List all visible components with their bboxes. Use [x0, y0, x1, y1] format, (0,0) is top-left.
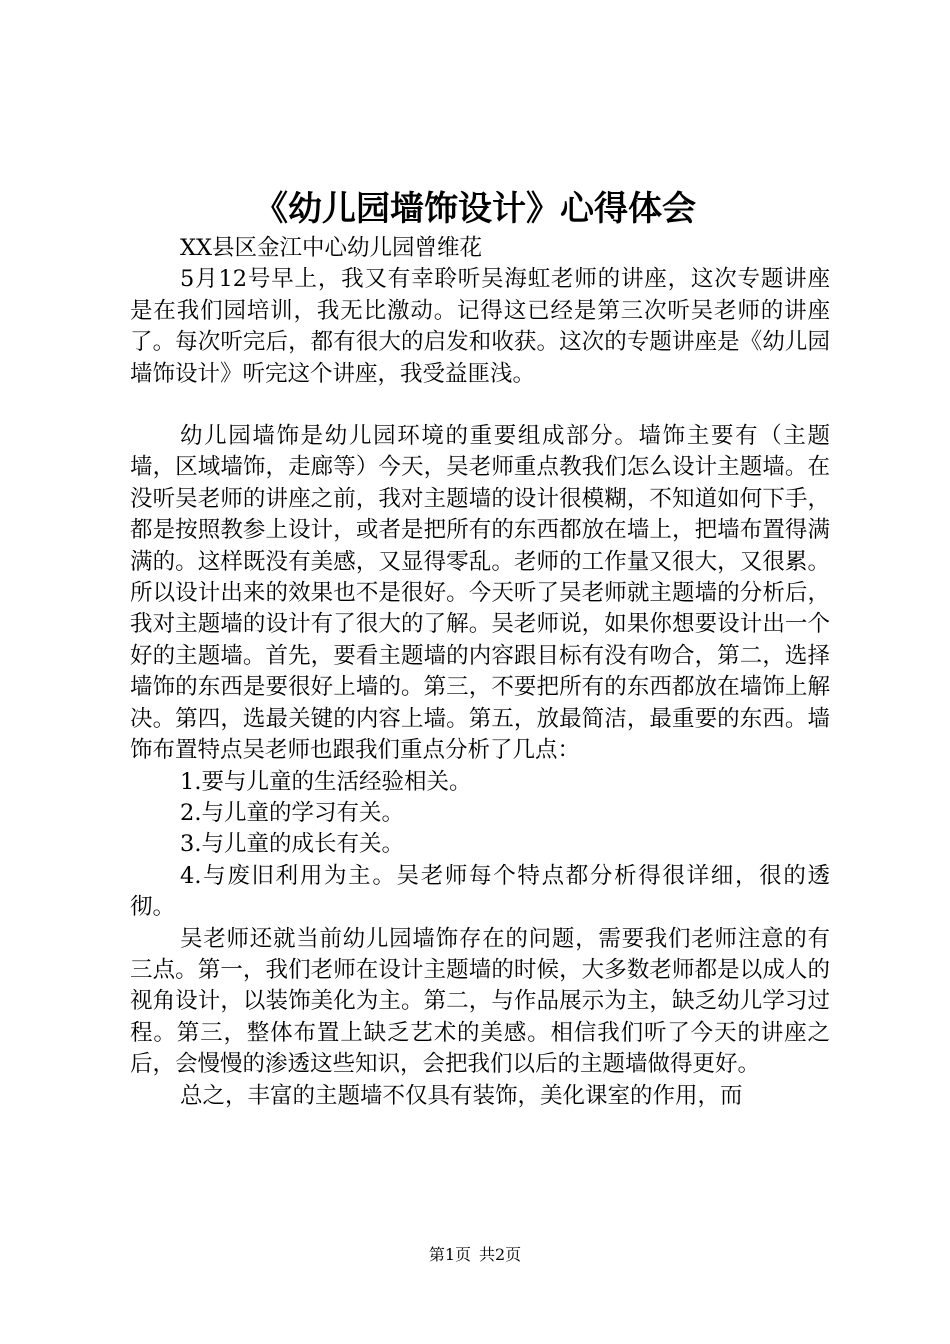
page-number: 第1页 [428, 1245, 471, 1264]
document-body [130, 233, 830, 1112]
list-item-3: 3.与儿童的成长有关。 [180, 831, 404, 858]
document-title: 《幼儿园墙饰设计》心得体会 [254, 189, 696, 229]
paragraph-wall-decoration: 幼儿园墙饰是幼儿园环境的重要组成部分。墙饰主要有（主题墙，区域墙饰，走廊等）今天，吴老师重点教我们怎么设计主题墙。在没听吴老师的讲座之前，我对主题墙的设计很模糊，不知道如何下手，都是按照教参上设计，或者是把所有的东西都放在墙上，把墙布置得满满的。这样既没有美感，又显得零乱。老师的工作量又很大，又很累。所以设计出来的效果也不是很好。今天听了吴老师就主题墙的分析后，我对主题墙的设计有了很大的了解。吴老师说，如果你想要设计出一个好的主题墙。首先，要看主题墙的内容跟目标有没有吻合，第二，选择墙饰的东西是要很好上墙的。第三，不要把所有的东西都放在墙饰上解决。第四，选最关键的内容上墙。第五，放最简洁，最重要的东西。墙饰布置特点吴老师也跟我们重点分析了几点： [130, 423, 830, 764]
list-item-4: 4.与废旧利用为主。吴老师每个特点都分析得很详细，很的透彻。 [130, 862, 830, 921]
paragraph-problems: 吴老师还就当前幼儿园墙饰存在的问题，需要我们老师注意的有三点。第一，我们老师在设计主题墙的时候，大多数老师都是以成人的视角设计，以装饰美化为主。第二，与作品展示为主，缺乏幼儿学习过程。第三，整体布置上缺乏艺术的美感。相信我们听了今天的讲座之后，会慢慢的渗透这些知识，会把我们以后的主题墙做得更好。 [130, 925, 830, 1078]
author-line: XX县区金江中心幼儿园曾维花 [180, 235, 483, 261]
page-footer [0, 1245, 950, 1265]
paragraph-conclusion: 总之，丰富的主题墙不仅具有装饰，美化课室的作用，而 [180, 1082, 743, 1109]
list-item-1: 1.要与儿童的生活经验相关。 [180, 768, 472, 795]
page-total: 共2页 [479, 1245, 522, 1264]
list-item-2: 2.与儿童的学习有关。 [180, 799, 404, 826]
paragraph-intro: 5月12号早上，我又有幸聆听吴海虹老师的讲座，这次专题讲座是在我们园培训，我无比激动。记得这已经是第三次听吴老师的讲座了。每次听完后，都有很大的启发和收获。这次的专题讲座是《幼儿园墙饰设计》听完这个讲座，我受益匪浅。 [130, 266, 830, 387]
